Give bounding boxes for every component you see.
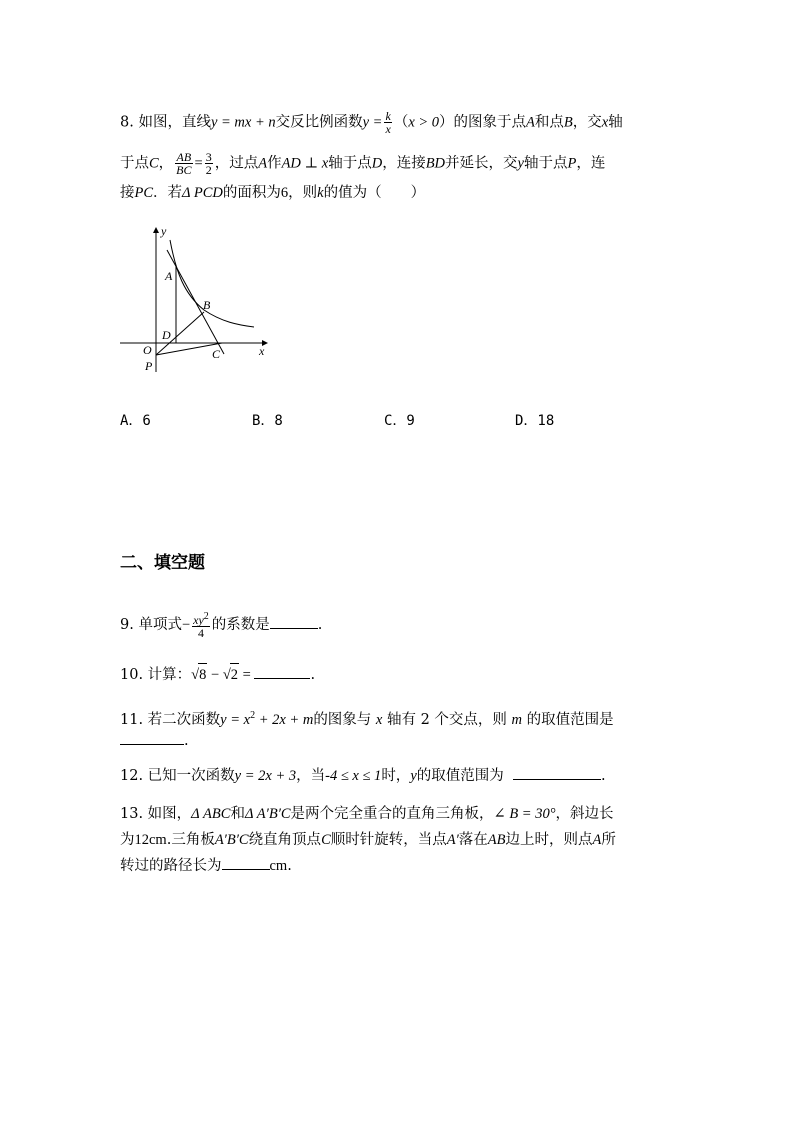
math: y = 2x + 3	[234, 768, 297, 784]
denominator: BC	[176, 163, 192, 177]
math: y	[517, 155, 524, 172]
q8-line-2	[120, 151, 605, 176]
q8-line-3	[120, 182, 425, 204]
math: y	[410, 768, 417, 784]
text: 轴有 2 个交点，则	[386, 711, 507, 728]
q13-line-2	[120, 829, 616, 851]
option-d[interactable]: D．18	[515, 413, 555, 429]
q8-line-1	[120, 110, 623, 135]
math: 12cm	[134, 832, 167, 848]
text: 时，	[381, 768, 411, 784]
math: −	[181, 617, 191, 633]
math: D	[371, 155, 383, 172]
text: 13. 如图，	[120, 806, 192, 822]
math: Δ ABC	[191, 806, 231, 822]
q11-line-1	[120, 705, 614, 731]
fraction-xy2-over-4	[192, 611, 210, 639]
text: 8. 如图，直线	[120, 114, 211, 131]
fraction-k-over-x	[384, 110, 391, 135]
math: y = mx + n	[210, 114, 276, 131]
math: -4 ≤ x ≤ 1	[325, 768, 382, 784]
math: P	[567, 155, 577, 172]
math: + 2x + m	[255, 711, 314, 728]
math: y =	[362, 114, 383, 131]
text: 边上时，则点	[505, 832, 593, 848]
math: A	[592, 832, 602, 848]
hyperbola-curve	[170, 240, 254, 327]
math: A	[258, 155, 268, 172]
q11-line-2	[120, 730, 189, 752]
answer-blank[interactable]	[222, 869, 270, 870]
math: AD ⊥ x	[281, 155, 329, 172]
section-title: 二、填空题	[120, 553, 205, 573]
math: x	[375, 711, 383, 728]
math: C	[321, 832, 331, 848]
text: 于点	[120, 155, 149, 172]
text: 12. 已知一次函数	[120, 768, 235, 784]
math: A′B′C	[214, 832, 249, 848]
text: 9. 单项式	[120, 617, 182, 633]
text: ，过点	[214, 155, 259, 172]
text: 是两个完全重合的直角三角板，	[290, 806, 494, 822]
text: .三角板	[166, 832, 215, 848]
text: 的值为（ ）	[323, 185, 426, 201]
numerator: k	[385, 109, 391, 123]
sqrt-2: √2	[223, 667, 239, 683]
denominator: x	[385, 122, 391, 136]
text: 的系数是	[211, 617, 270, 633]
text: ，连接	[382, 155, 426, 172]
text: .	[600, 768, 606, 784]
label-o: O	[143, 343, 152, 357]
q13-line-1	[120, 803, 614, 825]
exponent: 2	[203, 611, 209, 622]
denominator: 4	[197, 626, 204, 640]
text: ）的图象于点	[439, 114, 527, 131]
answer-blank[interactable]	[120, 744, 184, 745]
math: Δ PCD	[182, 185, 223, 201]
text: ，则	[288, 185, 318, 201]
text: ，当	[296, 768, 326, 784]
math: 6	[280, 185, 289, 201]
fraction-3-over-2	[205, 151, 213, 176]
text: 落在	[458, 832, 488, 848]
text: 和	[230, 806, 245, 822]
text: 轴	[608, 114, 623, 131]
text: 10. 计算：	[120, 667, 192, 683]
option-c[interactable]: C．9	[384, 413, 415, 429]
text: 接	[120, 185, 135, 201]
label-p: P	[145, 359, 153, 373]
math: m	[511, 711, 523, 728]
text: 交反比例函数	[275, 114, 363, 131]
text: 和点	[534, 114, 564, 131]
text: ，连	[576, 155, 606, 172]
exponent: 2	[250, 710, 256, 721]
math: ∠ B = 30°	[493, 806, 556, 822]
math: y = x	[220, 711, 251, 728]
text: ．若	[153, 185, 183, 201]
radicand: 8	[198, 663, 207, 686]
text: .	[317, 617, 323, 633]
math: C	[149, 155, 159, 172]
math: A′	[446, 832, 459, 848]
math: AB	[487, 832, 506, 848]
answer-blank[interactable]	[513, 779, 601, 780]
text: ，斜边长	[555, 806, 614, 822]
math: BD	[425, 155, 446, 172]
text: 的取值范围为	[416, 768, 504, 784]
text: 轴于点	[328, 155, 372, 172]
denominator: 2	[205, 163, 212, 177]
text: .	[287, 858, 292, 874]
text: 所	[601, 832, 616, 848]
answer-blank[interactable]	[270, 628, 318, 629]
text: 转过的路径长为	[120, 858, 222, 874]
text: ，	[158, 155, 174, 172]
math: Δ A′B′C	[244, 806, 291, 822]
label-y: y	[161, 224, 167, 238]
sqrt-8: √8	[191, 667, 207, 683]
label-a: A	[165, 269, 173, 283]
text: ，交	[572, 114, 602, 131]
numerator: 3	[205, 150, 212, 164]
text: 作	[267, 155, 282, 172]
text: 轴于点	[523, 155, 568, 172]
math: k	[317, 185, 324, 201]
option-b[interactable]: B．8	[252, 413, 283, 429]
option-a[interactable]: A．6	[120, 413, 151, 429]
math: x	[601, 114, 609, 131]
numerator-base: xy	[193, 613, 204, 627]
q12-line	[120, 765, 606, 787]
math: PC	[134, 185, 154, 201]
numerator	[192, 611, 210, 627]
math: x > 0	[408, 114, 440, 131]
q9-line	[120, 611, 322, 639]
radicand: 2	[230, 663, 239, 686]
numerator: AB	[176, 150, 192, 164]
text: .	[184, 733, 189, 749]
text: 为	[120, 832, 135, 848]
fraction-ab-over-bc	[175, 151, 192, 176]
text: 的面积为	[222, 185, 281, 201]
text: 的取值范围是	[526, 711, 614, 728]
text: .	[310, 667, 316, 683]
q8-figure	[112, 222, 277, 392]
math: −	[207, 667, 223, 683]
math: B	[563, 114, 573, 131]
text: 顺时针旋转，当点	[330, 832, 447, 848]
math: =	[239, 667, 255, 683]
math: A	[526, 114, 535, 131]
label-b: B	[203, 298, 211, 312]
text: 的图象与	[313, 711, 372, 728]
text: 11. 若二次函数	[120, 711, 221, 728]
label-d: D	[162, 328, 171, 342]
label-x: x	[259, 344, 265, 358]
math: =	[194, 155, 203, 172]
text: 并延长，交	[445, 155, 518, 172]
math: cm	[269, 858, 288, 874]
answer-blank[interactable]	[254, 678, 310, 679]
q13-line-3	[120, 855, 292, 877]
label-c: C	[212, 347, 221, 361]
text: 绕直角顶点	[248, 832, 322, 848]
q10-line	[120, 663, 315, 686]
text: （	[393, 114, 409, 131]
